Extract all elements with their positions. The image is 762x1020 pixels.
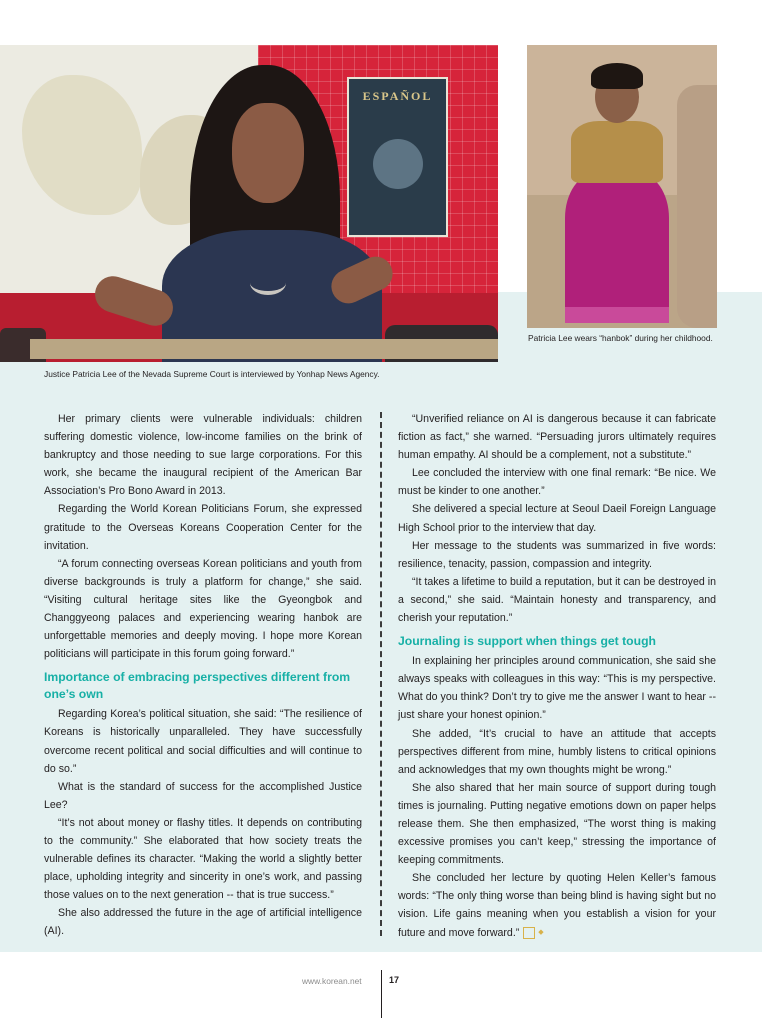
paragraph: Lee concluded the interview with one final remark: “Be nice. We must be kinder to one another.”: [398, 467, 716, 498]
side-photo-caption: Patricia Lee wears “hanbok” during her childhood.: [528, 333, 713, 343]
paragraph: “It takes a lifetime to build a reputation, but it can be destroyed in a second,” she said. “Maintain honesty and transparency, and cherish your reputation.”: [398, 575, 716, 625]
hanbok-skirt: [565, 173, 669, 323]
paragraph: What is the standard of success for the accomplished Justice Lee?: [44, 780, 362, 811]
section-heading: Importance of embracing perspectives different from one’s own: [44, 670, 351, 702]
column-divider: [380, 412, 382, 936]
paragraph: “It’s not about money or flashy titles. It depends on contributing to the community.” She elaborated that how society treats the vulnerable defines its character. “Making the world a slightly better place, upholding integrity and sincerity in one’s work, and passing those values on to the next generation -- that is true success.”: [44, 816, 362, 902]
person-face: [232, 103, 304, 203]
poster-globe: [373, 139, 423, 189]
desk: [30, 339, 498, 359]
paragraph: “A forum connecting overseas Korean politicians and youth from diverse backgrounds is truly a platform for change,” she said. “Visiting cultural heritage sites like the Gyeongbok and Changgyeong palaces and experiencing wearing hanbok are unforgettable memories and deeply moving. I hope more Korean politicians will participate in this forum going forward.”: [44, 557, 362, 661]
paragraph: Regarding the World Korean Politicians Forum, she expressed gratitude to the Overseas Koreans Cooperation Center for the invitation.: [44, 503, 362, 552]
ornate-chair: [677, 85, 717, 328]
paragraph: She also shared that her main source of support during tough times is journaling. Putting negative emotions down on paper helps release them. She then emphasized, “The worst thing is making excessive promises you can’t keep,” stressing the importance of keeping commitments.: [398, 781, 716, 867]
paragraph: She also addressed the future in the age of artificial intelligence (AI).: [44, 907, 362, 938]
main-photo-caption: Justice Patricia Lee of the Nevada Supreme Court is interviewed by Yonhap News Agency.: [44, 369, 380, 379]
section-heading: Journaling is support when things get tough: [398, 634, 656, 649]
article-column-right: [398, 410, 716, 942]
article-column-left: [44, 410, 362, 941]
footer-divider: [381, 970, 382, 1018]
main-photo: [0, 45, 498, 362]
wall-poster: [347, 77, 448, 237]
paragraph: Her message to the students was summarized in five words: resilience, tenacity, passion, compassion and integrity.: [398, 539, 716, 570]
paragraph: She added, “It’s crucial to have an attitude that accepts perspectives different from mine, humbly listens to critical opinions and acknowledges that my own thoughts might be wrong.”: [398, 727, 716, 776]
child-hair: [591, 63, 643, 89]
side-photo: [527, 45, 717, 328]
poster-title: ESPAÑOL: [362, 89, 433, 103]
necklace: [250, 271, 286, 295]
paragraph: Her primary clients were vulnerable individuals: children suffering domestic violence, low-income families on the brink of bankruptcy and those needing to sue large corporations. For this work, she became the inaugural recipient of the American Bar Association’s Pro Bono Award in 2013.: [44, 413, 362, 498]
paragraph: She delivered a special lecture at Seoul Daeil Foreign Language High School prior to the interview that day.: [398, 503, 716, 534]
article-end-mark-icon: ◆: [523, 927, 535, 939]
paragraph-text: She concluded her lecture by quoting Helen Keller’s famous words: “The only thing worse than being blind is having sight but no vision. Life gains meaning when you establish a vision for your future and move forward.”: [398, 872, 716, 939]
paragraph: Regarding Korea’s political situation, she said: “The resilience of Koreans is historically unparalleled. They have successfully overcome recent political and social difficulties and will continue to do so.”: [44, 708, 362, 775]
paragraph: “Unverified reliance on AI is dangerous because it can fabricate fiction as fact,” she warned. “Persuading jurors ultimately requires human empathy. AI should be a complement, not a substitute.”: [398, 413, 716, 462]
footer-website: www.korean.net: [302, 976, 362, 986]
paragraph: In explaining her principles around communication, she said she always speaks with colleagues in this way: “This is my perspective. What do you think? Don’t try to give me the answer I want to hear -- just share your honest opinion.”: [398, 655, 716, 722]
last-paragraph: [398, 869, 716, 941]
hanbok-jacket: [571, 121, 663, 183]
page-number: 17: [389, 975, 400, 985]
